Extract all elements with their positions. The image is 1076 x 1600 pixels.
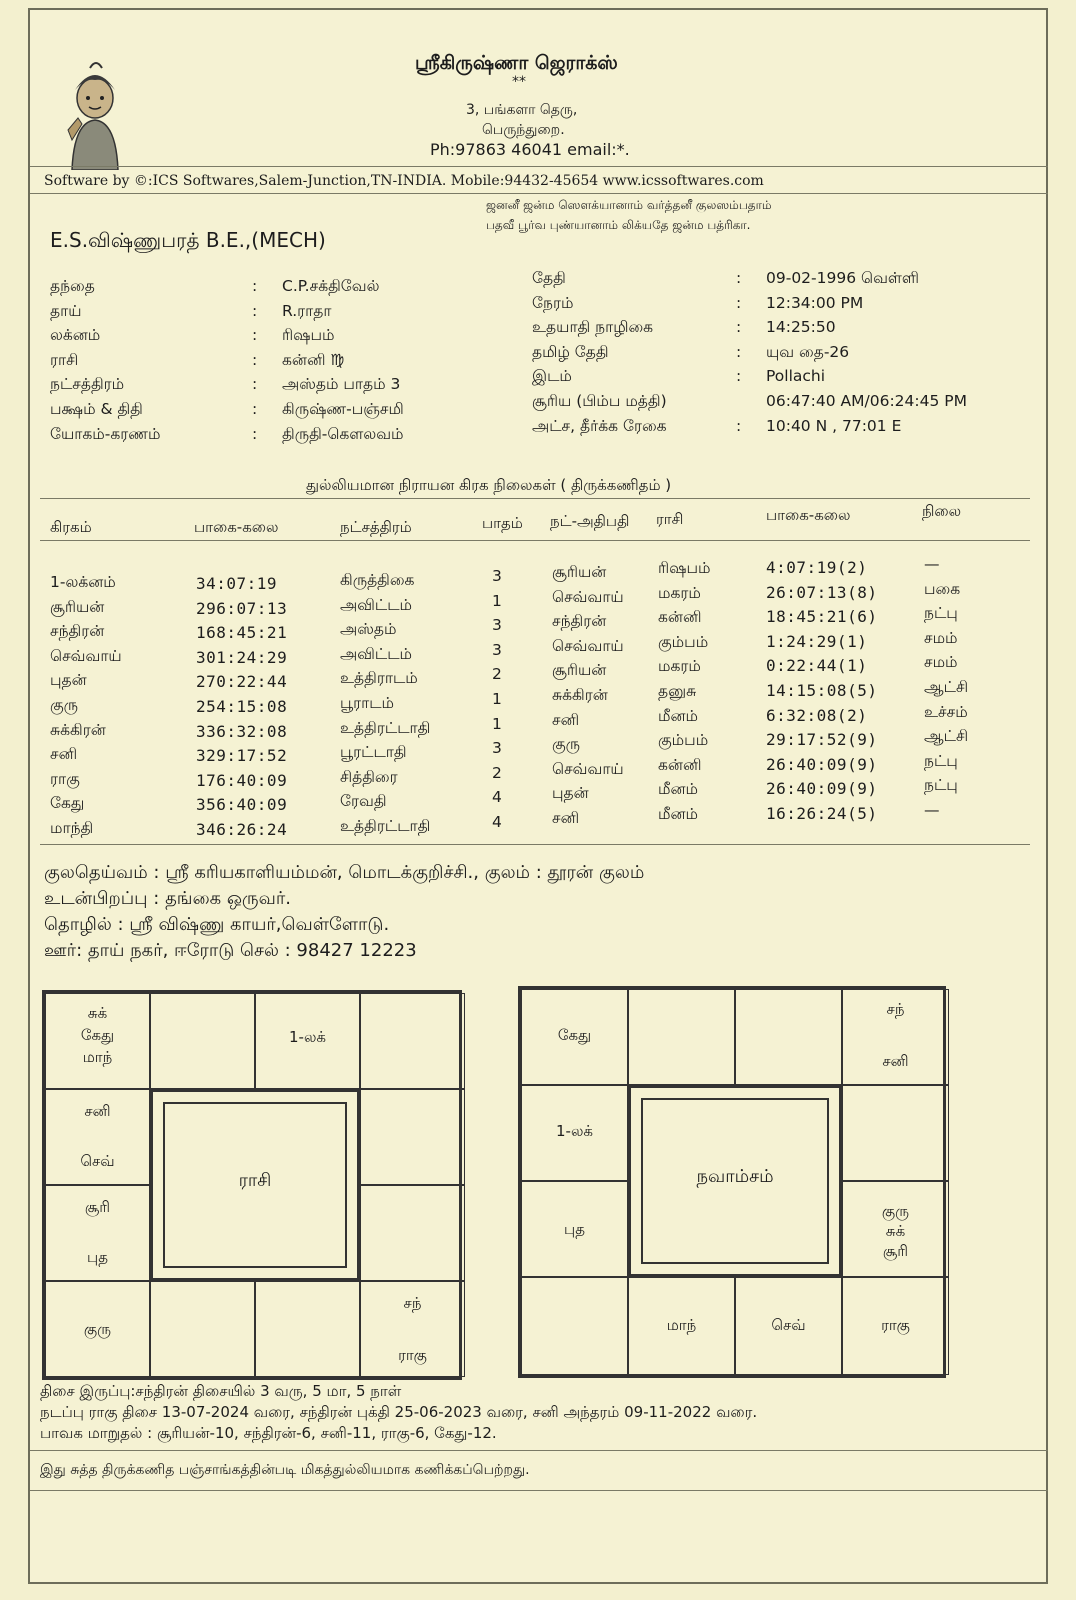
- navamsa-chart-title: நவாம்சம்: [696, 1166, 774, 1187]
- table-cell: சனி: [50, 745, 78, 764]
- info-label: தமிழ் தேதி: [532, 342, 609, 361]
- navamsa-house-10: [521, 1277, 628, 1375]
- table-cell: ஆட்சி: [924, 727, 969, 746]
- right-info-values: [766, 266, 967, 438]
- planet-label: சனி: [84, 1102, 111, 1120]
- info-value: கன்னி ♍: [282, 350, 345, 369]
- star-column: [340, 568, 430, 839]
- table-cell: 16:26:24(5): [766, 803, 878, 823]
- table-cell: கேது: [50, 794, 85, 813]
- table-cell: உச்சம்: [924, 702, 968, 721]
- info-value: 12:34:00 PM: [766, 293, 864, 312]
- table-cell: சுக்கிரன்: [50, 720, 106, 739]
- rasi-house-12: [45, 1089, 150, 1185]
- table-cell: 18:45:21(6): [766, 607, 878, 627]
- native-place-line: ஊர்: தாய் நகர், ஈரோடு செல் : 98427 12223: [44, 940, 417, 961]
- current-dasa: நடப்பு ராகு திசை 13-07-2024 வரை, சந்திரன் புக்தி 25-06-2023 வரை, சனி அந்தரம் 09-11-2022 வரை.: [40, 1403, 758, 1421]
- table-cell: புதன்: [50, 671, 87, 690]
- left-info-labels: [50, 274, 161, 446]
- colon: :: [736, 269, 742, 287]
- sloka-line2: பதவீ பூர்வ புண்யானாம் லிக்யதே ஜன்ம பத்ரிகா.: [486, 218, 751, 232]
- info-value: C.P.சக்திவேல்: [282, 277, 380, 295]
- navamsa-center: [628, 1085, 842, 1277]
- planet-label: கேது: [80, 1026, 115, 1044]
- table-cell: மகரம்: [658, 657, 701, 676]
- info-label: தாய்: [50, 301, 82, 320]
- navamsa-house-6: [842, 1181, 949, 1277]
- planet-label: செவ்: [80, 1152, 115, 1170]
- table-cell: 270:22:44: [196, 672, 288, 692]
- table-cell: சூரியன்: [552, 661, 607, 680]
- colon: :: [252, 301, 258, 320]
- table-cell: மாந்தி: [50, 818, 94, 837]
- table-cell: 3: [492, 567, 502, 585]
- info-label: யோகம்-கரணம்: [50, 424, 161, 443]
- sloka-line1: ஜனனீ ஜன்ம ஸௌக்யானாம் வர்த்தனீ குலஸம்பதாம்: [486, 198, 772, 212]
- table-cell: சித்திரை: [340, 767, 398, 786]
- table-cell: அவிட்டம்: [340, 644, 413, 663]
- info-value: 10:40 N , 77:01 E: [766, 416, 902, 435]
- degree-column: [196, 572, 287, 843]
- table-cell: சுக்கிரன்: [552, 685, 608, 704]
- padam-column: [492, 564, 502, 835]
- planet-label: புத: [564, 1220, 585, 1238]
- table-cell: 26:07:13(8): [766, 582, 878, 602]
- info-value: R.ராதா: [282, 301, 332, 320]
- table-cell: 34:07:19: [196, 574, 278, 593]
- table-cell: உத்திரட்டாதி: [340, 816, 431, 835]
- table-cell: கும்பம்: [658, 731, 709, 750]
- planet-label: மாந்: [666, 1316, 697, 1334]
- planet-label: சனி: [882, 1052, 909, 1070]
- colon: :: [252, 277, 258, 295]
- table-caption: துல்லியமான நிராயன கிரக நிலைகள் ( திருக்கணிதம் ): [306, 476, 672, 494]
- table-cell: 336:32:08: [196, 721, 288, 741]
- table-cell: 2: [492, 665, 502, 684]
- colon: :: [252, 375, 258, 394]
- table-cell: 6:32:08(2): [766, 705, 868, 725]
- rasi-column: [658, 556, 711, 827]
- planet-label: புத: [87, 1248, 108, 1266]
- colon: :: [736, 293, 742, 312]
- navamsa-chart: [518, 986, 946, 1378]
- table-cell: 356:40:09: [196, 795, 288, 815]
- table-cell: 346:26:24: [196, 819, 288, 839]
- table-cell: பூரட்டாதி: [340, 743, 407, 762]
- navamsa-house-12: [521, 1085, 628, 1181]
- colon: :: [736, 367, 742, 386]
- table-cell: ஆட்சி: [924, 677, 969, 696]
- table-cell: கும்பம்: [658, 632, 709, 651]
- planet-label: சந்: [886, 1000, 905, 1018]
- planet-label: சூரி: [84, 1198, 111, 1216]
- table-cell: உத்திரட்டாதி: [340, 718, 431, 737]
- table-cell: —: [924, 800, 940, 819]
- table-cell: 254:15:08: [196, 696, 288, 716]
- table-cell: செவ்வாய்: [552, 636, 624, 655]
- rasi-house-10: [45, 1281, 150, 1377]
- planet-label: சுக்: [885, 1222, 906, 1240]
- colon-blank: [736, 389, 741, 414]
- rasi-house-3: [255, 993, 360, 1089]
- info-label: லக்னம்: [50, 326, 101, 345]
- table-cell: 296:07:13: [196, 598, 288, 618]
- table-cell: செவ்வாய்: [552, 759, 624, 778]
- table-cell: 29:17:52(9): [766, 730, 878, 750]
- planet-label: சந்: [403, 1294, 422, 1312]
- table-cell: ரேவதி: [340, 792, 387, 811]
- info-value: Pollachi: [766, 367, 826, 386]
- table-cell: செவ்வாய்: [50, 646, 122, 665]
- table-cell: சமம்: [924, 653, 958, 672]
- family-deity-line: குலதெய்வம் : ஸ்ரீ கரியகாளியம்மன், மொடக்குறிச்சி., குலம் : தூரன் குலம்: [44, 862, 645, 883]
- planet-label: 1-லக்: [288, 1028, 326, 1046]
- table-header: பாதம்: [482, 514, 523, 532]
- info-label: தந்தை: [50, 277, 95, 295]
- bhava-change: பாவக மாறுதல் : சூரியன்-10, சந்திரன்-6, சனி-11, ராகு-6, கேது-12.: [40, 1424, 497, 1442]
- navamsa-house-7: [842, 1277, 949, 1375]
- table-cell: குரு: [552, 735, 581, 754]
- table-cell: அவிட்டம்: [340, 595, 413, 614]
- info-value: திருதி-கௌலவம்: [282, 424, 404, 443]
- table-cell: 1-லக்னம்: [50, 573, 116, 591]
- colon: :: [252, 424, 258, 443]
- table-cell: 3: [492, 616, 502, 635]
- dasa-balance: திசை இருப்பு:சந்திரன் திசையில் 3 வரு, 5 மா, 5 நாள்: [40, 1382, 402, 1400]
- info-label: தேதி: [532, 269, 566, 287]
- planet-label: 1-லக்: [555, 1122, 593, 1140]
- table-cell: கிருத்திகை: [340, 571, 415, 589]
- table-cell: சந்திரன்: [50, 622, 105, 641]
- info-label: ராசி: [50, 350, 79, 369]
- rasi-house-6: [360, 1185, 465, 1281]
- info-value: ரிஷபம்: [282, 326, 335, 345]
- shop-phone: Ph:97863 46041 email:*.: [430, 140, 630, 159]
- table-cell: 3: [492, 640, 502, 659]
- star-lord-column: [552, 560, 624, 831]
- planet-label: செவ்: [771, 1316, 806, 1334]
- table-cell: —: [924, 555, 940, 573]
- planet-label: குரு: [881, 1202, 910, 1220]
- right-info-labels: [532, 266, 667, 438]
- planet-label: ராகு: [398, 1346, 427, 1364]
- colon: :: [736, 416, 742, 435]
- table-cell: மீனம்: [658, 706, 699, 725]
- table-cell: நட்பு: [924, 776, 958, 795]
- table-cell: ராகு: [50, 769, 80, 788]
- planet-label: சூரி: [882, 1242, 909, 1260]
- info-value: 09-02-1996 வெள்ளி: [766, 269, 920, 287]
- table-cell: தனுசு: [658, 681, 697, 700]
- navamsa-house-8: [735, 1277, 842, 1375]
- table-header: பாகை-கலை: [194, 518, 279, 536]
- table-cell: மீனம்: [658, 780, 699, 799]
- table-cell: கன்னி: [658, 608, 702, 627]
- navamsa-house-1: [521, 989, 628, 1085]
- occupation-line: தொழில் : ஸ்ரீ விஷ்ணு காயர்,வெள்ளோடு.: [44, 914, 390, 935]
- table-cell: 1:24:29(1): [766, 631, 868, 651]
- navamsa-house-4: [842, 989, 949, 1085]
- table-cell: சனி: [552, 710, 580, 729]
- table-header: பாகை-கலை: [766, 506, 851, 524]
- table-cell: சனி: [552, 808, 580, 827]
- table-cell: 4:07:19(2): [766, 558, 868, 577]
- accuracy-note: இது சுத்த திருக்கணித பஞ்சாங்கத்தின்படி மிகத்துல்லியமாக கணிக்கப்பெற்றது.: [40, 1462, 530, 1478]
- table-header: நட்-அதிபதி: [550, 512, 630, 530]
- krishna-logo-icon: [60, 60, 130, 170]
- rasi-house-8: [255, 1281, 360, 1377]
- planet-label: சுக்: [87, 1004, 108, 1022]
- table-cell: 301:24:29: [196, 647, 288, 667]
- table-cell: புதன்: [552, 784, 589, 803]
- right-info-colons: [736, 266, 741, 438]
- native-name: E.S.விஷ்ணுபரத் B.E.,(MECH): [50, 228, 326, 252]
- colon: :: [736, 342, 742, 361]
- table-cell: அஸ்தம்: [340, 620, 397, 639]
- table-cell: 26:40:09(9): [766, 779, 878, 799]
- rasi-chart-title: ராசி: [238, 1170, 272, 1191]
- table-cell: கன்னி: [658, 755, 702, 774]
- info-value: யுவ தை-26: [766, 342, 850, 361]
- info-value: 06:47:40 AM/06:24:45 PM: [766, 391, 968, 410]
- rasi-house-7: [360, 1281, 465, 1377]
- navamsa-house-5: [842, 1085, 949, 1181]
- table-header: நட்சத்திரம்: [340, 518, 412, 536]
- table-cell: ரிஷபம்: [658, 559, 711, 577]
- status-column: [924, 552, 968, 823]
- info-label: நேரம்: [532, 293, 574, 312]
- shop-stars: **: [512, 74, 526, 90]
- left-info-colons: [252, 274, 257, 446]
- info-value: கிருஷ்ண-பஞ்சமி: [282, 399, 404, 418]
- info-label: நட்சத்திரம்: [50, 375, 125, 394]
- table-cell: நட்பு: [924, 604, 958, 623]
- rasi-house-1: [45, 993, 150, 1089]
- colon: :: [252, 350, 258, 369]
- table-cell: மீனம்: [658, 804, 699, 823]
- table-cell: 3: [492, 739, 502, 758]
- navamsa-house-11: [521, 1181, 628, 1277]
- navamsa-house-3: [735, 989, 842, 1085]
- table-cell: சூரியன்: [50, 597, 105, 616]
- table-header: கிரகம்: [50, 518, 92, 536]
- planet-label: கேது: [557, 1026, 592, 1044]
- shop-address-line2: பெருந்துறை.: [482, 122, 565, 138]
- table-cell: 4: [492, 812, 502, 831]
- rasi-house-9: [150, 1281, 255, 1377]
- table-cell: 168:45:21: [196, 623, 288, 643]
- rasi-degree-column: [766, 556, 877, 827]
- rasi-house-11: [45, 1185, 150, 1281]
- shop-address-line1: 3, பங்களா தெரு,: [466, 102, 578, 118]
- table-cell: 14:15:08(5): [766, 680, 878, 700]
- table-cell: சமம்: [924, 628, 958, 647]
- left-info-values: [282, 274, 404, 446]
- table-cell: 26:40:09(9): [766, 754, 878, 774]
- table-cell: உத்திராடம்: [340, 669, 418, 688]
- horoscope-sheet: [28, 8, 1048, 1584]
- table-header: ராசி: [656, 510, 684, 528]
- info-label: இடம்: [532, 367, 572, 386]
- navamsa-house-2: [628, 989, 735, 1085]
- table-cell: பகை: [924, 579, 961, 598]
- rasi-house-2: [150, 993, 255, 1089]
- info-label: சூரிய (பிம்ப மத்தி): [532, 391, 667, 410]
- rasi-center: [150, 1089, 360, 1281]
- planet-label: குரு: [83, 1320, 112, 1338]
- info-label: பக்ஷம் & திதி: [50, 399, 143, 418]
- rasi-house-4: [360, 993, 465, 1089]
- shop-name: ஸ்ரீகிருஷ்ணா ஜெராக்ஸ்: [415, 52, 618, 74]
- info-value: அஸ்தம் பாதம் 3: [282, 375, 401, 394]
- navamsa-house-9: [628, 1277, 735, 1375]
- info-label: உதயாதி நாழிகை: [532, 318, 654, 337]
- siblings-line: உடன்பிறப்பு : தங்கை ஒருவர்.: [44, 888, 291, 909]
- table-cell: 1: [492, 591, 502, 610]
- table-cell: 176:40:09: [196, 770, 288, 790]
- planet-label: ராகு: [881, 1316, 910, 1334]
- table-cell: 4: [492, 788, 502, 807]
- planet-label: மாந்: [82, 1048, 113, 1066]
- table-header: நிலை: [922, 502, 962, 520]
- table-cell: சந்திரன்: [552, 612, 607, 631]
- colon: :: [736, 318, 742, 337]
- colon: :: [252, 326, 258, 345]
- rasi-chart: [42, 990, 462, 1380]
- table-cell: செவ்வாய்: [552, 587, 624, 606]
- table-cell: நட்பு: [924, 751, 958, 770]
- info-label: அட்ச, தீர்க்க ரேகை: [532, 416, 667, 435]
- table-cell: சூரியன்: [552, 563, 607, 581]
- software-credit: Software by ©:ICS Softwares,Salem-Junction,TN-INDIA. Mobile:94432-45654 www.icssoftwares.com: [44, 173, 764, 189]
- planet-name-column: [50, 570, 122, 841]
- table-cell: 2: [492, 763, 502, 782]
- table-cell: 1: [492, 689, 502, 708]
- table-cell: மகரம்: [658, 583, 701, 602]
- info-value: 14:25:50: [766, 318, 836, 337]
- rasi-house-5: [360, 1089, 465, 1185]
- colon: :: [252, 399, 258, 418]
- table-cell: 1: [492, 714, 502, 733]
- table-cell: 329:17:52: [196, 746, 288, 766]
- table-cell: பூராடம்: [340, 693, 395, 712]
- table-cell: 0:22:44(1): [766, 656, 868, 676]
- table-cell: குரு: [50, 695, 79, 714]
